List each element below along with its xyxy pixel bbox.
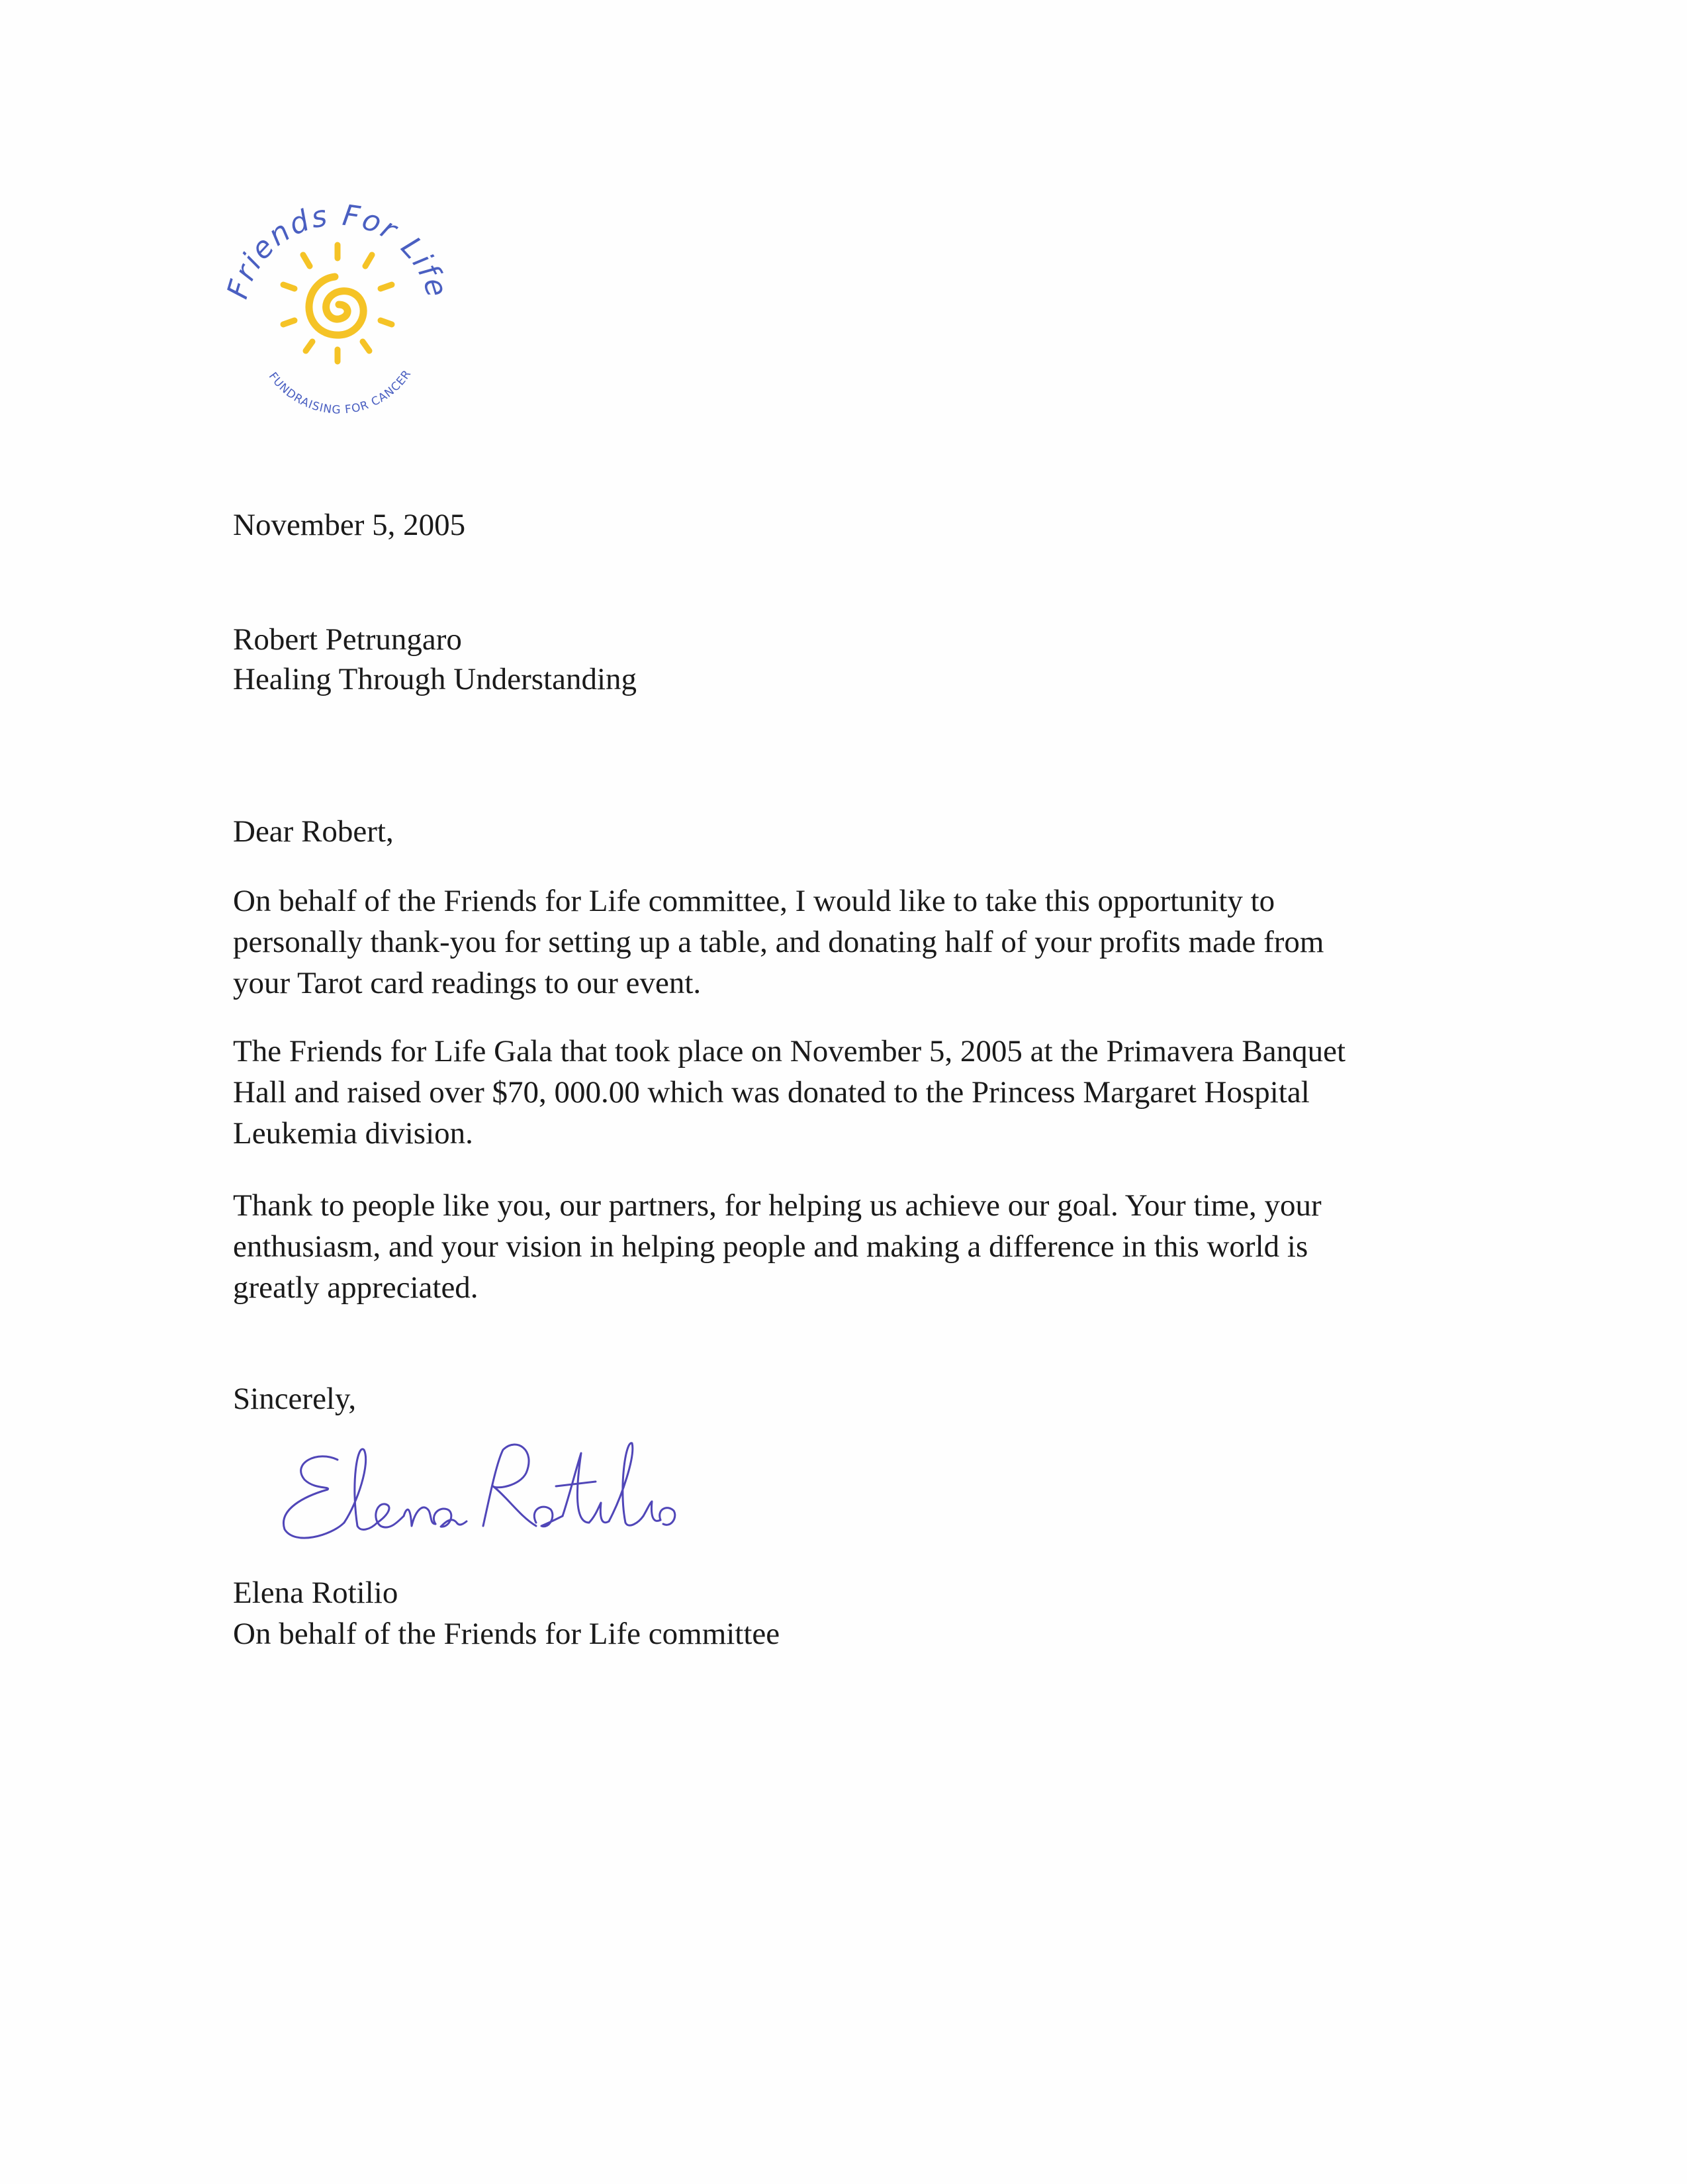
handwritten-signature (265, 1423, 702, 1556)
paragraph-line: personally thank-you for setting up a table, and donating half of your profits made from (233, 925, 1324, 959)
paragraph-line: greatly appreciated. (233, 1270, 479, 1305)
closing: Sincerely, (233, 1382, 357, 1416)
svg-text:FUNDRAISING FOR CANCER (266, 367, 414, 417)
paragraph-line: enthusiasm, and your vision in helping people and making a difference in this world is (233, 1229, 1308, 1264)
recipient-block (233, 619, 637, 698)
signature-text: Elena Rotilio (265, 1423, 269, 1424)
salutation: Dear Robert, (233, 814, 394, 849)
paragraph-1 (233, 880, 1324, 1004)
signer-name: Elena Rotilio (233, 1576, 398, 1610)
signature-icon (265, 1423, 702, 1556)
recipient-organization: Healing Through Understanding (233, 662, 637, 696)
logo-tagline: FUNDRAISING FOR CANCER (265, 367, 414, 417)
recipient-name: Robert Petrungaro (233, 622, 462, 657)
letter-date: November 5, 2005 (233, 508, 466, 542)
paragraph-line: Hall and raised over $70, 000.00 which was donated to the Princess Margaret Hospital (233, 1075, 1310, 1110)
paragraph-line: The Friends for Life Gala that took place on November 5, 2005 at the Primavera Banquet (233, 1034, 1346, 1068)
logo-name: Friends For Life (220, 198, 455, 303)
paragraph-line: your Tarot card readings to our event. (233, 966, 702, 1000)
paragraph-line: Thank to people like you, our partners, for helping us achieve our goal. Your time, your (233, 1188, 1322, 1223)
paragraph-line: On behalf of the Friends for Life committee, I would like to take this opportunity to (233, 884, 1275, 918)
sun-logo-icon (218, 192, 457, 444)
signer-block (233, 1572, 780, 1654)
signer-title: On behalf of the Friends for Life committee (233, 1617, 780, 1651)
paragraph-line: Leukemia division. (233, 1116, 473, 1151)
paragraph-2 (233, 1031, 1345, 1154)
friends-for-life-logo (218, 192, 457, 444)
paragraph-3 (233, 1185, 1322, 1308)
